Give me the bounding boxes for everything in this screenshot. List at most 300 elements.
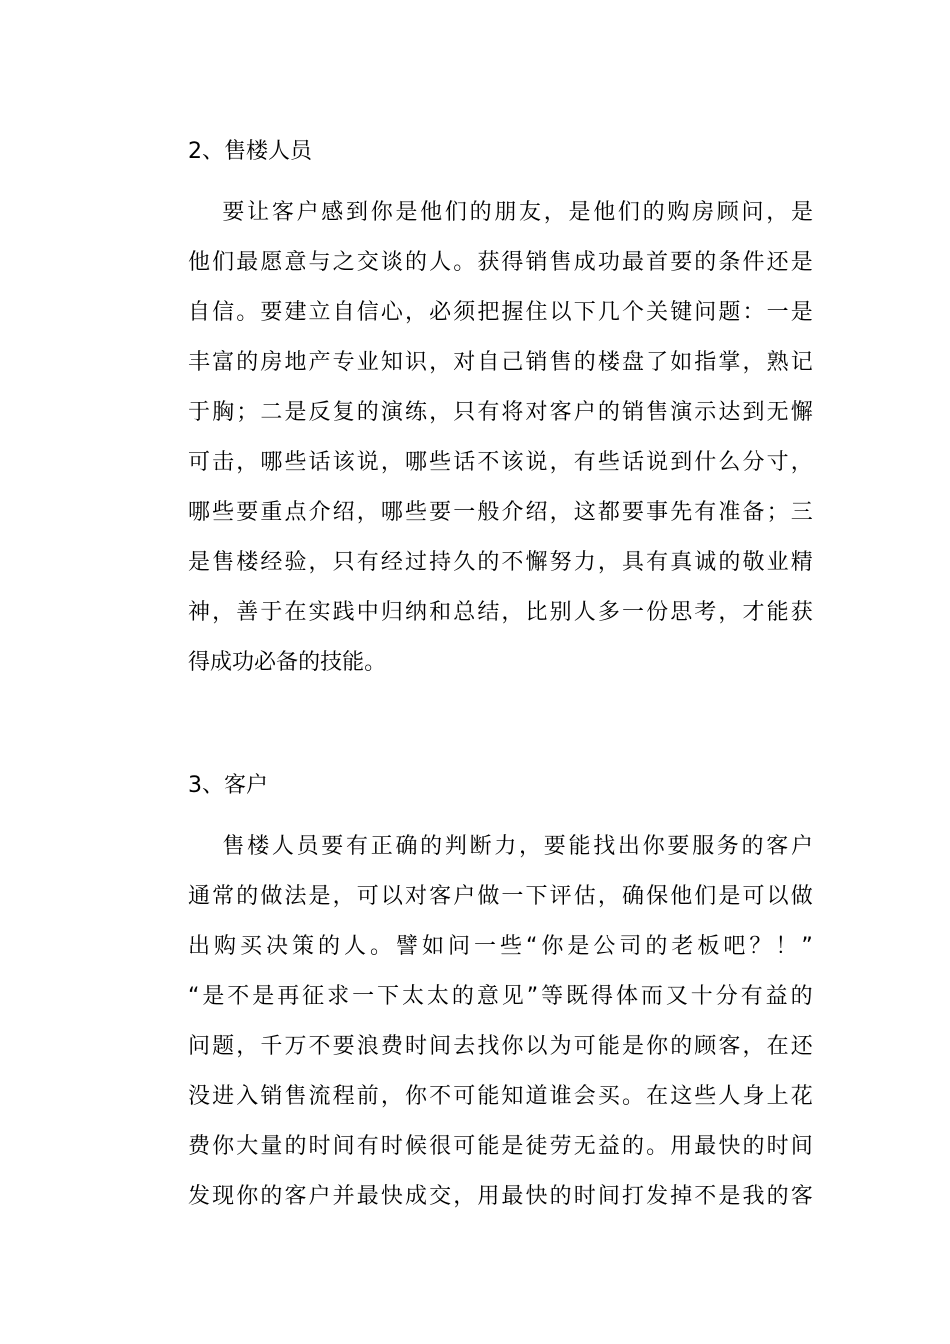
text-char: 重	[260, 500, 283, 525]
text-line	[188, 1122, 813, 1172]
text-char: 题	[718, 300, 741, 325]
text-char: 知	[380, 350, 403, 375]
text-char: 到	[670, 450, 693, 475]
text-char: 业	[766, 550, 789, 575]
text-char: 顾	[694, 1034, 717, 1059]
text-char: 求	[327, 984, 350, 1009]
text-char: 绍	[525, 500, 548, 525]
text-char: ，	[597, 884, 620, 909]
text-char: 识	[404, 350, 427, 375]
text-char: 是	[188, 550, 211, 575]
text-char: 了	[646, 350, 669, 375]
text-char: 楼	[247, 834, 270, 859]
text-char: 量	[260, 1134, 283, 1159]
text-char: 找	[593, 834, 616, 859]
text-char: 这	[670, 1084, 693, 1109]
text-char: 些	[429, 450, 452, 475]
text-char: 只	[332, 550, 355, 575]
text-char: 信	[356, 300, 379, 325]
text-char: 须	[453, 300, 476, 325]
text-char: ，	[429, 350, 452, 375]
text-char: 问	[741, 200, 764, 225]
text-char: 之	[332, 250, 355, 275]
text-char: 多	[597, 600, 620, 625]
text-line	[188, 288, 813, 338]
text-char: 以	[380, 884, 403, 909]
text-char: 一	[621, 600, 644, 625]
text-char: 友	[519, 200, 542, 225]
text-char: 的	[718, 550, 741, 575]
text-char: 楼	[236, 550, 259, 575]
text-char: 不	[308, 1034, 331, 1059]
text-char: 到	[742, 400, 765, 425]
text-char: 能	[597, 1034, 620, 1059]
text-char: 快	[525, 1184, 548, 1209]
text-char: 哪	[188, 500, 211, 525]
text-char: 信	[212, 300, 235, 325]
text-char: 客	[718, 1034, 741, 1059]
text-char: 自	[477, 350, 500, 375]
text-char: 很	[429, 1134, 452, 1159]
text-char: 要	[543, 834, 566, 859]
text-char: 的	[404, 250, 427, 275]
text-char: 谈	[380, 250, 403, 275]
text-char: 候	[404, 1134, 427, 1159]
text-char: 人	[429, 250, 452, 275]
text-char: 有	[356, 1134, 379, 1159]
text-char: 有	[573, 450, 596, 475]
paragraph-customers	[188, 822, 813, 1222]
text-char: ，	[429, 400, 452, 425]
text-char: ，	[212, 600, 235, 625]
text-char: 己	[501, 350, 524, 375]
text-char: 们	[617, 200, 640, 225]
text-char: 功	[597, 250, 620, 275]
text-char: 功	[232, 650, 255, 675]
text-char: 的	[573, 350, 596, 375]
text-char: 程	[332, 1084, 355, 1109]
text-char: 绍	[332, 500, 355, 525]
text-char: 归	[380, 600, 403, 625]
text-char: 中	[356, 600, 379, 625]
text-char: 的	[451, 984, 474, 1009]
text-char: 要	[621, 500, 644, 525]
text-char: 们	[212, 250, 235, 275]
text-char: 必	[254, 650, 277, 675]
text-char: 下	[525, 884, 548, 909]
text-char: 有	[477, 400, 500, 425]
text-char: 把	[477, 300, 500, 325]
text-char: ，	[236, 1034, 259, 1059]
text-char: 到	[346, 200, 369, 225]
text-char: 的	[741, 834, 764, 859]
text-char: 演	[670, 400, 693, 425]
text-char: 你	[404, 1084, 427, 1109]
text-char: 楼	[597, 350, 620, 375]
text-char: 大	[236, 1134, 259, 1159]
text-char: 地	[284, 350, 307, 375]
text-char: 寸	[766, 450, 789, 475]
text-char: 力	[494, 834, 517, 859]
text-char: ，	[790, 450, 813, 475]
text-char: 掌	[718, 350, 741, 375]
text-char: ，	[549, 450, 572, 475]
text-char: 才	[742, 600, 765, 625]
text-char: 打	[621, 1184, 644, 1209]
text-char: 时	[380, 1134, 403, 1159]
text-char: ，	[356, 500, 379, 525]
text-char: ，	[549, 500, 572, 525]
text-char: 有	[646, 550, 669, 575]
text-char: 的	[597, 400, 620, 425]
text-char: 能	[568, 834, 591, 859]
text-char: 愿	[260, 250, 283, 275]
text-char: 是	[790, 250, 813, 275]
text-char: ，	[766, 200, 789, 225]
text-char: ：	[742, 300, 765, 325]
text-char: 售	[549, 250, 572, 275]
text-char: 售	[212, 550, 235, 575]
text-char: 问	[448, 934, 471, 959]
text-char: 介	[501, 500, 524, 525]
text-char: 个	[621, 300, 644, 325]
text-char: 力	[573, 550, 596, 575]
text-char: 反	[308, 400, 331, 425]
text-char: 的	[642, 200, 665, 225]
text-char: 无	[573, 1134, 596, 1159]
text-char: ，	[543, 200, 566, 225]
text-char: 的	[549, 1184, 572, 1209]
text-char: 还	[790, 1034, 813, 1059]
text-char: 在	[646, 1084, 669, 1109]
text-char: 保	[646, 884, 669, 909]
text-char: 千	[260, 1034, 283, 1059]
text-char: 是	[621, 1034, 644, 1059]
text-char: 售	[222, 834, 245, 859]
text-char: 有	[356, 550, 379, 575]
text-char: 持	[429, 550, 452, 575]
text-char: 和	[429, 600, 452, 625]
text-char: 的	[298, 650, 321, 675]
text-char: 朋	[494, 200, 517, 225]
text-char: 一	[474, 934, 497, 959]
text-line	[188, 538, 813, 588]
text-char: 还	[766, 250, 789, 275]
text-char: 业	[356, 350, 379, 375]
text-char: 指	[694, 350, 717, 375]
text-char: 用	[477, 1184, 500, 1209]
text-char: 进	[212, 1084, 235, 1109]
text-char: 人	[718, 1084, 741, 1109]
text-line	[188, 1072, 813, 1122]
text-char: 他	[188, 250, 211, 275]
text-char: 将	[501, 400, 524, 425]
text-char: 既	[566, 984, 589, 1009]
text-char: 通	[188, 884, 211, 909]
text-char: 几	[597, 300, 620, 325]
text-char: ，	[718, 600, 741, 625]
text-char: 谁	[549, 1084, 572, 1109]
text-char: 不	[477, 450, 500, 475]
text-char: 出	[617, 834, 640, 859]
text-char: 二	[260, 400, 283, 425]
text-char: 见	[501, 984, 524, 1009]
text-char: 介	[308, 500, 331, 525]
text-char: 客	[271, 200, 294, 225]
text-char: 是	[718, 1184, 741, 1209]
text-char: 以	[525, 1034, 548, 1059]
text-char: 问	[188, 1034, 211, 1059]
text-char: 实	[308, 600, 331, 625]
text-char: 备	[742, 500, 765, 525]
text-char: 得	[590, 984, 613, 1009]
text-char: 最	[501, 1184, 524, 1209]
text-char: 题	[212, 1034, 235, 1059]
text-char: 演	[380, 400, 403, 425]
text-char: 丰	[188, 350, 211, 375]
text-char: 点	[284, 500, 307, 525]
text-char	[213, 822, 220, 872]
text-char: 一	[453, 500, 476, 525]
text-char: 纳	[404, 600, 427, 625]
text-char: 不	[429, 1084, 452, 1109]
text-char: 入	[236, 1084, 259, 1109]
text-line	[188, 922, 813, 972]
text-char: 交	[356, 250, 379, 275]
text-char: 最	[694, 1134, 717, 1159]
text-char: 发	[646, 1184, 669, 1209]
text-char: 销	[525, 250, 548, 275]
text-char: 记	[790, 350, 813, 375]
text-char: 现	[212, 1184, 235, 1209]
text-char: 立	[308, 300, 331, 325]
text-char: 是	[202, 984, 225, 1009]
text-char: 做	[260, 884, 283, 909]
text-char: 买	[240, 934, 263, 959]
text-char: 最	[236, 250, 259, 275]
text-char: 要	[236, 500, 259, 525]
text-char: 分	[742, 450, 765, 475]
text-char: 你	[646, 1034, 669, 1059]
text-char: 比	[525, 600, 548, 625]
text-char: 要	[260, 300, 283, 325]
text-char	[213, 188, 220, 238]
text-char: 的	[236, 350, 259, 375]
text-char: 快	[718, 1134, 741, 1159]
text-char: 专	[332, 350, 355, 375]
text-char: 么	[718, 450, 741, 475]
text-char: 房	[260, 350, 283, 375]
text-char: 决	[266, 934, 289, 959]
text-char: 获	[477, 250, 500, 275]
text-char: 一	[352, 984, 375, 1009]
text-char: 能	[477, 1084, 500, 1109]
text-char: 一	[501, 884, 524, 909]
text-char: 有	[346, 834, 369, 859]
text-char: 说	[525, 450, 548, 475]
text-char: 说	[356, 450, 379, 475]
text-char: 买	[597, 1084, 620, 1109]
text-char: 销	[260, 1084, 283, 1109]
text-char: 获	[790, 600, 813, 625]
text-char: 而	[640, 984, 663, 1009]
text-char: 达	[718, 400, 741, 425]
text-char: 能	[766, 600, 789, 625]
text-char: 是	[284, 400, 307, 425]
text-char: 事	[646, 500, 669, 525]
text-char: 以	[549, 300, 572, 325]
text-char: 不	[227, 984, 250, 1009]
text-char: 板	[697, 934, 720, 959]
text-char: 的	[742, 1134, 765, 1159]
text-char: 以	[766, 884, 789, 909]
text-char: 些	[284, 450, 307, 475]
text-char: ？	[749, 934, 772, 959]
text-char: 间	[597, 1184, 620, 1209]
text-char: 人	[271, 834, 294, 859]
text-char: 购	[214, 934, 237, 959]
text-char: 些	[404, 500, 427, 525]
text-char: 间	[429, 1034, 452, 1059]
text-line	[188, 972, 813, 1022]
text-char: 可	[573, 1034, 596, 1059]
text-char: 服	[692, 834, 715, 859]
text-line	[188, 1022, 813, 1072]
text-char: 意	[476, 984, 499, 1009]
text-char: 发	[188, 1184, 211, 1209]
text-line	[188, 588, 813, 638]
text-char: 正	[370, 834, 393, 859]
text-char: 对	[404, 884, 427, 909]
text-char: 是	[790, 200, 813, 225]
text-char: 断	[469, 834, 492, 859]
text-char: 验	[284, 550, 307, 575]
text-char: 懈	[525, 550, 548, 575]
text-char: “	[188, 984, 200, 1009]
text-char: 要	[321, 834, 344, 859]
text-char: ，	[236, 450, 259, 475]
text-char: 能	[342, 650, 365, 675]
text-char: 是	[395, 200, 418, 225]
text-char: 精	[790, 550, 813, 575]
section-heading-sales-staff: 2、售楼人员	[188, 139, 312, 164]
text-char: 公	[593, 934, 616, 959]
text-char: 最	[356, 1184, 379, 1209]
text-line	[188, 438, 813, 488]
text-char: 为	[549, 1034, 572, 1059]
text-char: 的	[694, 250, 717, 275]
text-char: 在	[284, 600, 307, 625]
text-char: 可	[453, 1084, 476, 1109]
text-char: 是	[567, 934, 590, 959]
text-char: 经	[380, 550, 403, 575]
text-char: 快	[380, 1184, 403, 1209]
text-char: 无	[766, 400, 789, 425]
text-char: 结	[477, 600, 500, 625]
text-char: 下	[377, 984, 400, 1009]
text-char: 技	[320, 650, 343, 675]
text-char: 常	[212, 884, 235, 909]
text-char: 的	[420, 834, 443, 859]
text-char: 我	[742, 1184, 765, 1209]
text-line	[188, 1172, 813, 1222]
text-char: 户	[790, 834, 813, 859]
text-char: 。	[646, 1134, 669, 1159]
text-line	[188, 638, 813, 688]
text-char: 有	[694, 500, 717, 525]
text-char: 敬	[742, 550, 765, 575]
text-char	[188, 822, 210, 872]
text-char: 户	[308, 1184, 331, 1209]
text-line	[188, 872, 813, 922]
text-char: 话	[453, 450, 476, 475]
text-char: 善	[236, 600, 259, 625]
text-char: 员	[296, 834, 319, 859]
text-char: 复	[332, 400, 355, 425]
text-char: 件	[742, 250, 765, 275]
text-char: 是	[501, 1134, 524, 1159]
text-char: 客	[429, 884, 452, 909]
text-char: 评	[549, 884, 572, 909]
text-char: 分	[715, 984, 738, 1009]
text-char: 自	[332, 300, 355, 325]
text-char: 房	[692, 200, 715, 225]
text-char: 可	[188, 450, 211, 475]
text-char: 他	[593, 200, 616, 225]
text-char: 的	[318, 934, 341, 959]
text-char: 司	[619, 934, 642, 959]
text-char: ，	[501, 600, 524, 625]
text-char: 过	[404, 550, 427, 575]
text-char: 太	[401, 984, 424, 1009]
text-char: 。	[621, 1084, 644, 1109]
text-char: 又	[665, 984, 688, 1009]
text-char: ，	[742, 350, 765, 375]
text-char: 身	[742, 1084, 765, 1109]
text-char: 。	[364, 650, 387, 675]
text-char: 份	[646, 600, 669, 625]
text-char: 要	[222, 200, 245, 225]
text-char: 心	[380, 300, 403, 325]
text-char: 并	[332, 1184, 355, 1209]
text-char: 诚	[694, 550, 717, 575]
text-char: 富	[212, 350, 235, 375]
text-char: 判	[444, 834, 467, 859]
text-char: 久	[453, 550, 476, 575]
text-char: 得	[501, 250, 524, 275]
text-char: 首	[646, 250, 669, 275]
text-char: 人	[344, 934, 367, 959]
text-char: ，	[404, 300, 427, 325]
text-char: ；	[766, 500, 789, 525]
text-char: 可	[356, 884, 379, 909]
text-char: 有	[740, 984, 763, 1009]
text-char: 知	[501, 1084, 524, 1109]
text-char: ”	[801, 934, 813, 959]
text-char: ，	[519, 834, 542, 859]
text-char: 践	[332, 600, 355, 625]
text-char: 产	[308, 350, 331, 375]
text-char: 可	[453, 1134, 476, 1159]
text-char: 的	[469, 200, 492, 225]
text-char: 购	[667, 200, 690, 225]
text-char: 话	[308, 450, 331, 475]
text-char: 们	[444, 200, 467, 225]
text-char: 练	[404, 400, 427, 425]
text-char: ，	[380, 1084, 403, 1109]
text-char: 等	[541, 984, 564, 1009]
text-char: 。	[236, 300, 259, 325]
